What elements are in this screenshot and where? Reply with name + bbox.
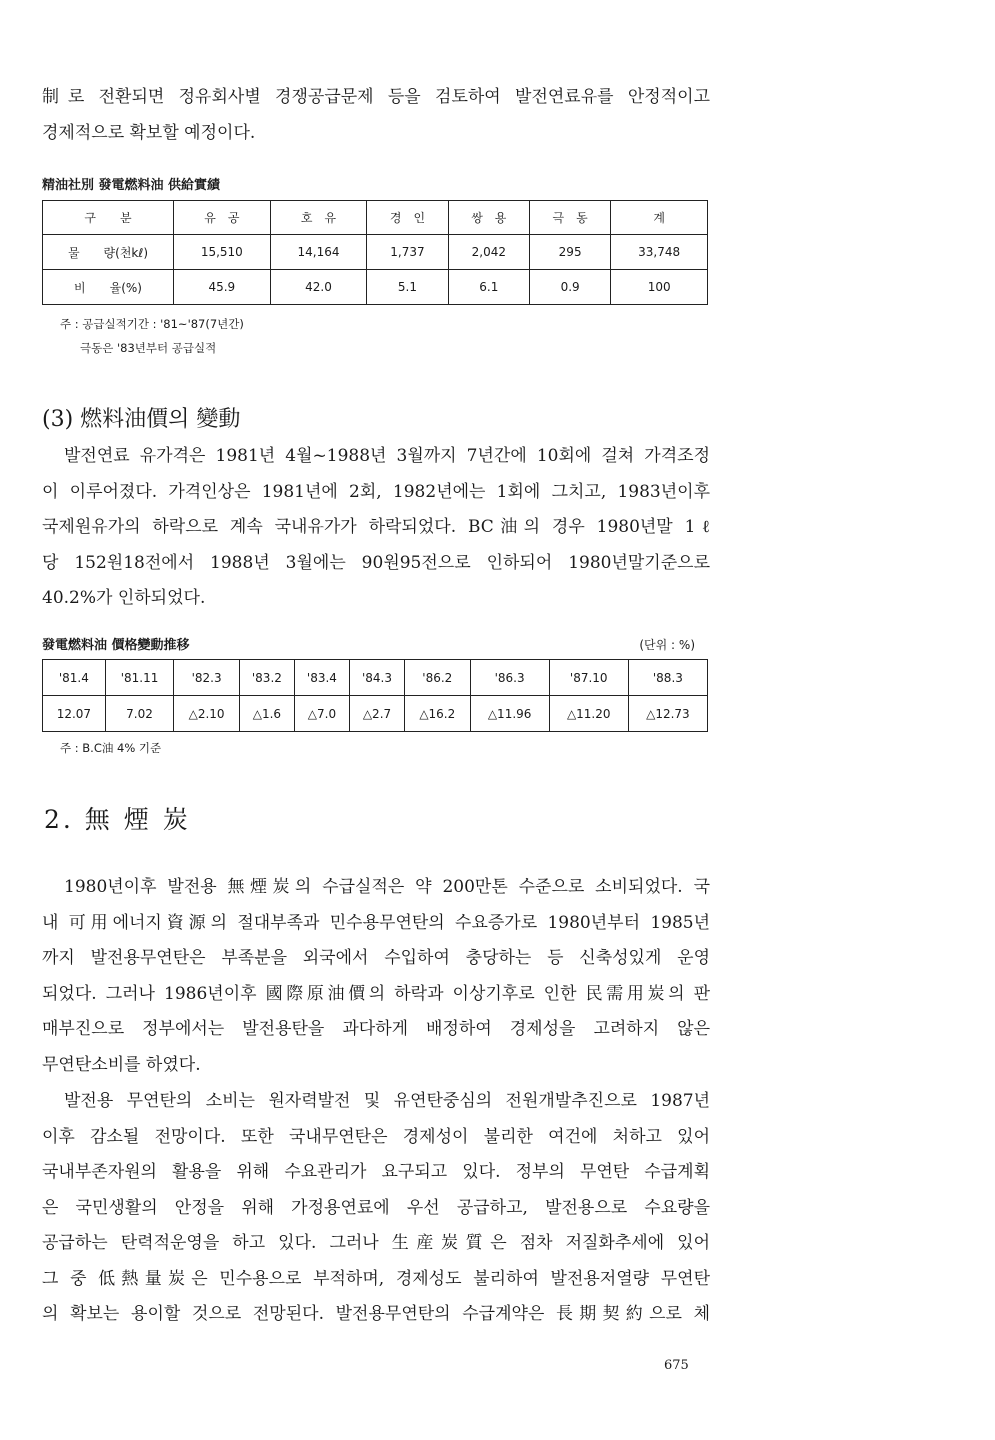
table-cell: 2,042 [448,235,529,270]
text-line: 되었다. 그러나 1986년이후 國際原油價의 하락과 이상기후로 인한 民需用炭의 판 [42,983,710,1004]
table-row [43,696,708,732]
table1-caption: 精油社別 發電燃料油 供給實績 [42,178,221,193]
text-line: 발전용 무연탄의 소비는 원자력발전 및 유연탄중심의 전원개발추진으로 1987년 [64,1091,710,1111]
table-row-label: 비 율(%) [43,270,174,305]
table-header-row [43,660,708,696]
text-line: 40.2%가 인하되었다. [42,588,206,608]
table-header-cell: 유 공 [174,201,271,235]
table-cell: 295 [529,235,610,270]
table-header-cell: '83.2 [239,660,294,696]
table-header-cell: '81.11 [105,660,174,696]
table1 [42,200,708,305]
text-line: 경제적으로 확보할 예정이다. [42,122,256,143]
table-header-cell: '81.4 [43,660,106,696]
table-cell: 45.9 [174,270,271,305]
table-cell: 15,510 [174,235,271,270]
section-heading: 2. 無 煙 炭 [44,805,191,834]
table-cell: 14,164 [270,235,367,270]
table2-note: 주 : B.C油 4% 기준 [60,741,162,755]
text-line: 그 중 低熱量炭은 민수용으로 부적하며, 경제성도 불리하여 발전용저열량 무연탄 [42,1268,710,1289]
intro-paragraph [42,80,710,151]
text-line: 은 국민생활의 안정을 위해 가정용연료에 우선 공급하고, 발전용으로 수요량을 [42,1197,710,1218]
table-header-cell: '82.3 [174,660,240,696]
table-cell: △7.0 [294,696,349,732]
text-line: 국제원유가의 하락으로 계속 국내유가가 하락되었다. BC油의 경우 1980년말 1ℓ [42,517,710,537]
text-line: 발전연료 유가격은 1981년 4월~1988년 3월까지 7년간에 10회에 걸쳐 가격조정 [64,446,710,466]
table-cell: △16.2 [405,696,471,732]
section-heading: (3) 燃料油價의 變動 [42,407,241,432]
table-header-cell: 경 인 [367,201,448,235]
text-line: 이후 감소될 전망이다. 또한 국내무연탄은 경제성이 불리한 여건에 처하고 있어 [42,1126,710,1147]
table2-caption: 發電燃料油 價格變動推移 [42,638,190,653]
table-cell: 6.1 [448,270,529,305]
text-line: 당 152원18전에서 1988년 3월에는 90원95전으로 인하되어 1980년말기준으로 [42,552,710,573]
text-line: 의 확보는 용이할 것으로 전망된다. 발전용무연탄의 수급계약은 長期契約으로 체 [42,1304,710,1324]
table-header-cell: '87.10 [549,660,628,696]
table-row [43,235,708,270]
section2-paragraph-1 [42,870,710,1083]
table-cell: △11.20 [549,696,628,732]
text-line: 국내부존자원의 활용을 위해 수요관리가 요구되고 있다. 정부의 무연탄 수급계획 [42,1162,710,1182]
text-line: 1980년이후 발전용 無煙炭의 수급실적은 약 200만톤 수준으로 소비되었다. 국 [64,877,710,897]
section2-paragraph-2 [42,1084,710,1333]
table-cell: △12.73 [628,696,707,732]
text-line: 까지 발전용무연탄은 부족분을 외국에서 수입하여 충당하는 등 신축성있게 운영 [42,948,710,968]
table-header-row [43,201,708,235]
table-header-cell: 구 분 [43,201,174,235]
table-header-cell: 쌍 용 [448,201,529,235]
table-cell: 42.0 [270,270,367,305]
table-cell: 100 [611,270,708,305]
section3-paragraph [42,439,710,617]
table-row-label: 물 량(천kℓ) [43,235,174,270]
table-cell: 7.02 [105,696,174,732]
table-cell: 1,737 [367,235,448,270]
table-cell: △2.7 [349,696,404,732]
table-cell: △1.6 [239,696,294,732]
page-number: 675 [664,1358,689,1373]
text-line: 매부진으로 정부에서는 발전용탄을 과다하게 배정하여 경제성을 고려하지 않은 [42,1019,710,1039]
table-cell: △2.10 [174,696,240,732]
text-line: 制로 전환되면 정유회사별 경쟁공급문제 등을 검토하여 발전연료유를 안정적이고 [42,87,710,107]
table-row [43,270,708,305]
table-header-cell: '86.3 [470,660,549,696]
table-header-cell: '84.3 [349,660,404,696]
table2 [42,659,708,732]
table-header-cell: '83.4 [294,660,349,696]
table-cell: 12.07 [43,696,106,732]
table2-unit: (단위 : %) [639,638,695,652]
table-cell: 5.1 [367,270,448,305]
table-header-cell: 호 유 [270,201,367,235]
table-header-cell: 계 [611,201,708,235]
table1-note: 극동은 '83년부터 공급실적 [80,341,217,355]
table-cell: △11.96 [470,696,549,732]
text-line: 무연탄소비를 하였다. [42,1054,201,1075]
table1-note: 주 : 공급실적기간 : '81~'87(7년간) [60,317,244,331]
text-line: 공급하는 탄력적운영을 하고 있다. 그러나 生産炭質은 점차 저질화추세에 있어 [42,1233,710,1253]
table-header-cell: 극 동 [529,201,610,235]
table-cell: 33,748 [611,235,708,270]
table-cell: 0.9 [529,270,610,305]
text-line: 이 이루어졌다. 가격인상은 1981년에 2회, 1982년에는 1회에 그치고, 1983년이후 [42,481,710,502]
table-header-cell: '86.2 [405,660,471,696]
table-header-cell: '88.3 [628,660,707,696]
text-line: 내 可用에너지資源의 절대부족과 민수용무연탄의 수요증가로 1980년부터 1985년 [42,912,710,933]
